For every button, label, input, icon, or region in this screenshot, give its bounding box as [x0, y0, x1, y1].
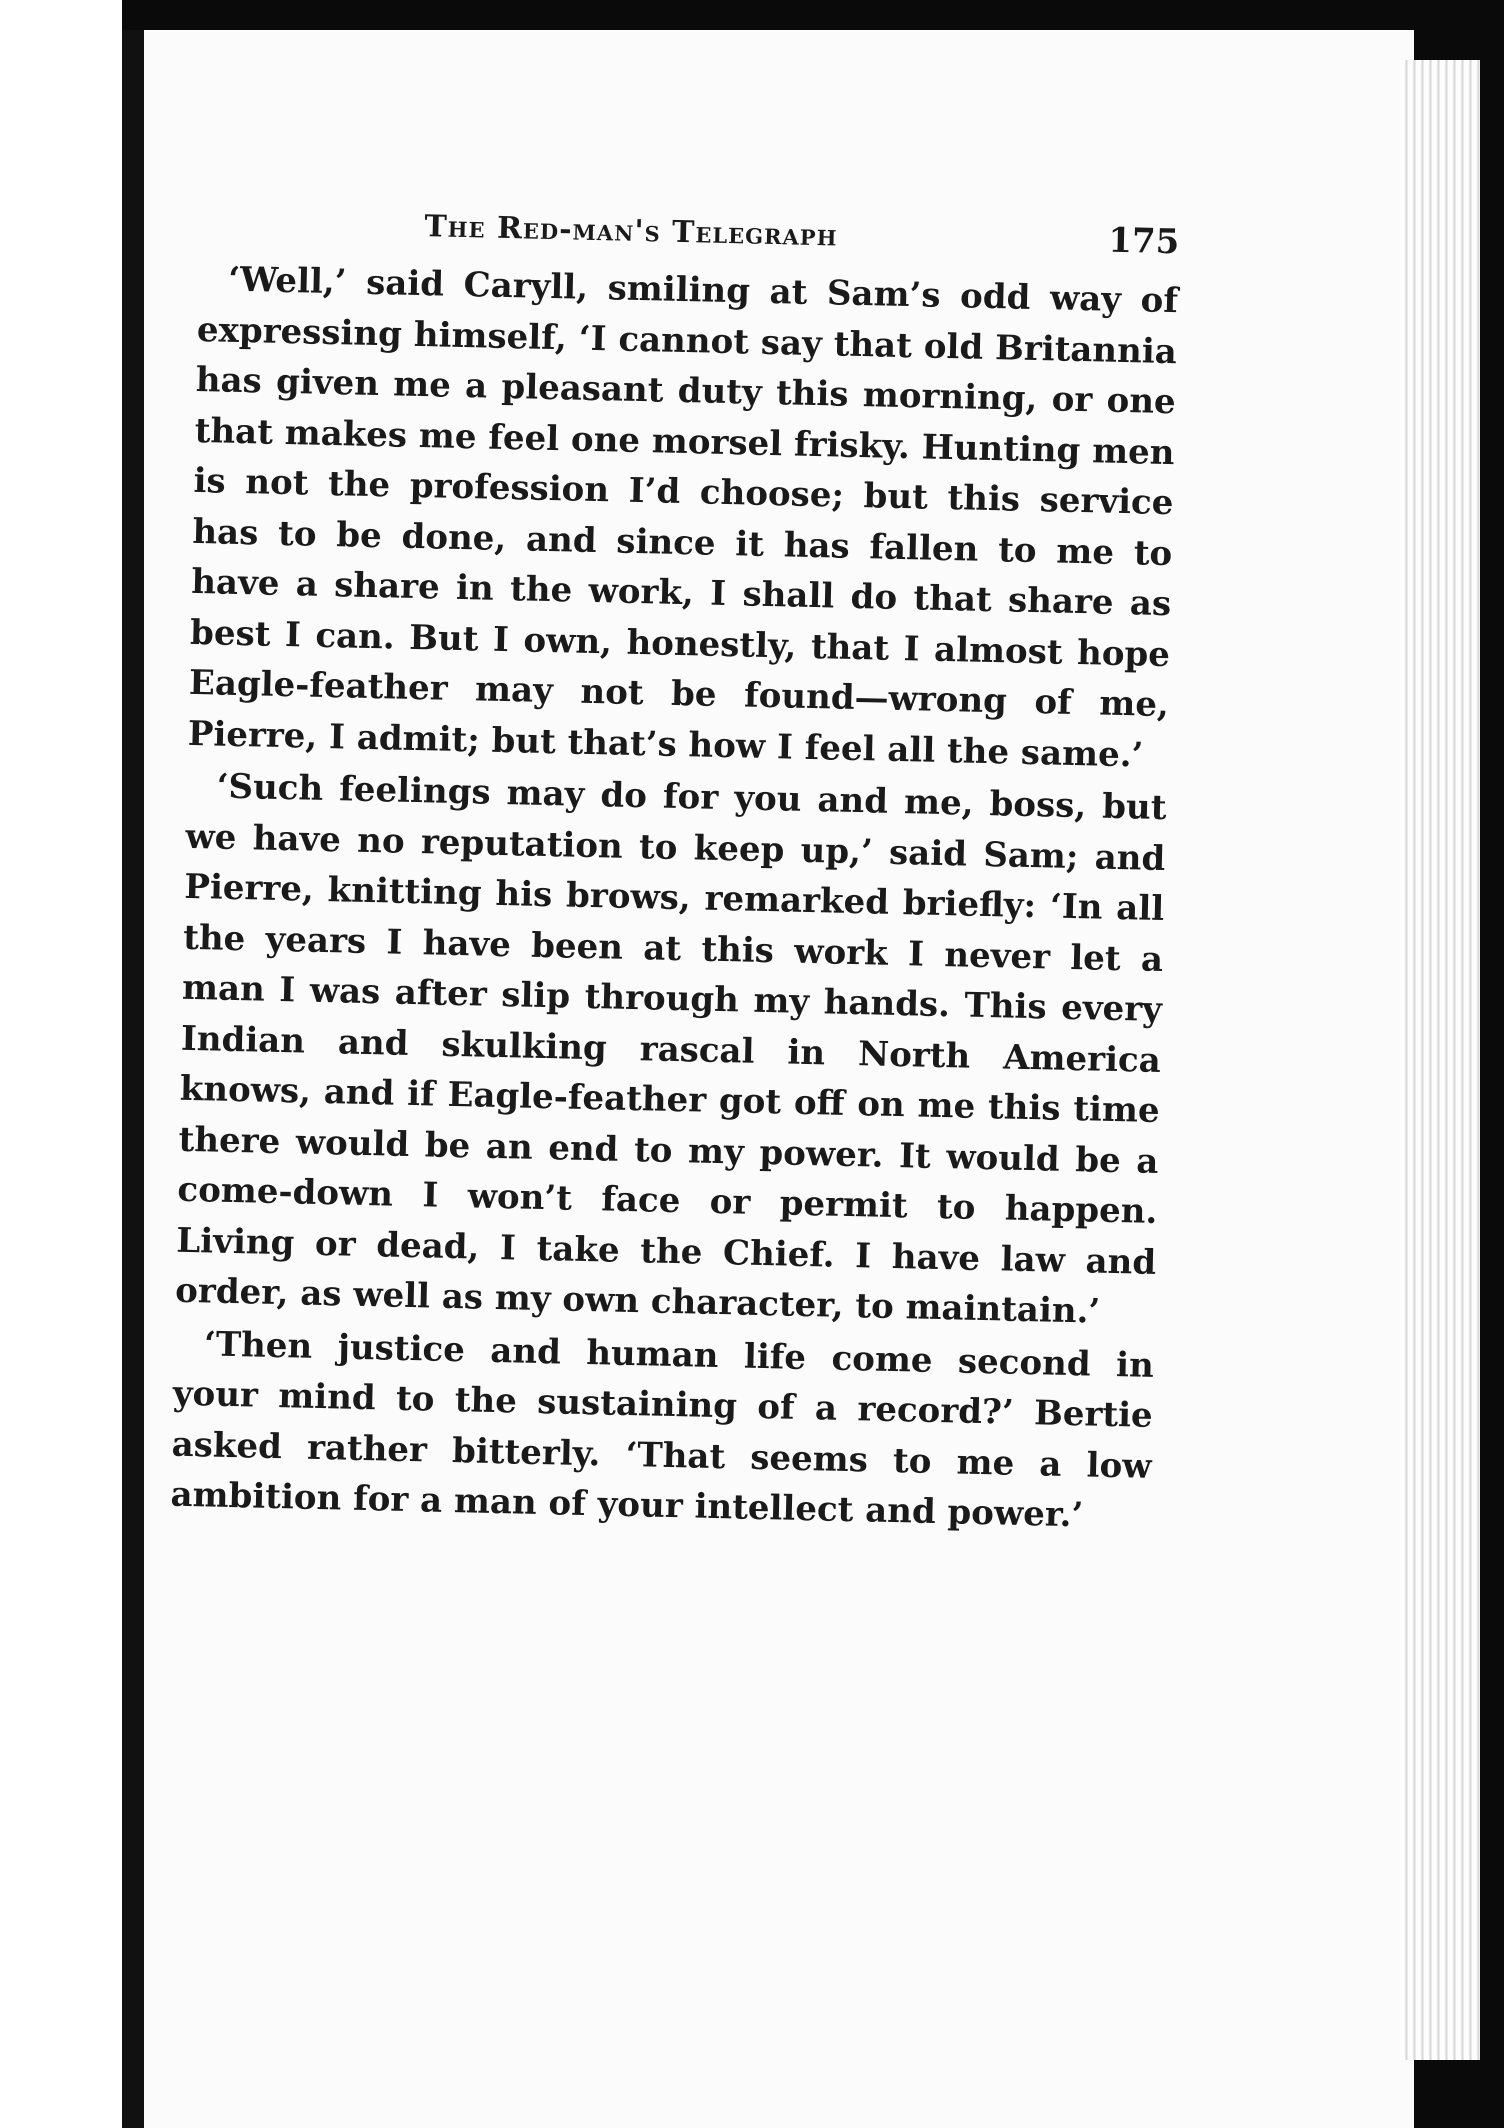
book-gutter — [122, 30, 144, 2128]
scan-top-border — [144, 0, 1504, 30]
paragraph: ‘Then justice and human life come second in your mind to the sustaining of a record?’ Bertie asked rather bitterly. ‘That seems to me a low ambition for a man of your intellect and power.’ — [170, 1323, 1155, 1536]
paragraph: ‘Such feelings may do for you and me, boss, but we have no reputation to keep up,’ said Sam; and Pierre, knitting his brows, remarked briefly: ‘In all the years I have been at this work I never let a man I was after slip through my hands. This every Indian and skulking rascal in North America knows, and if Eagle-feather got off on me this time there would be an end to my power. It would be a come-down I won’t face or permit to happen. Living or dead, I take the Chief. I have law and order, as well as my own character, to maintain.’ — [174, 766, 1167, 1332]
page-stack-edges — [1400, 60, 1480, 2060]
paragraph: ‘Well,’ said Caryll, smiling at Sam’s odd way of expressing himself, ‘I cannot say that old Britannia has given me a pleasant duty this morning, or one that makes me feel one morsel frisky. Hunting men is not the profession I’d choose; but this service has to be done, and since it has fallen to me to have a share in the work, I shall do that share as best I can. But I own, honestly, that I almost hope Eagle-feather may not be found—wrong of me, Pierre, I admit; but that’s how I feel all the same.’ — [187, 259, 1179, 776]
page-number: 175 — [1107, 220, 1180, 263]
page-text-block — [170, 200, 1180, 1544]
facing-page-edge — [0, 0, 122, 2128]
running-head-title: The Red-man's Telegraph — [424, 209, 838, 254]
